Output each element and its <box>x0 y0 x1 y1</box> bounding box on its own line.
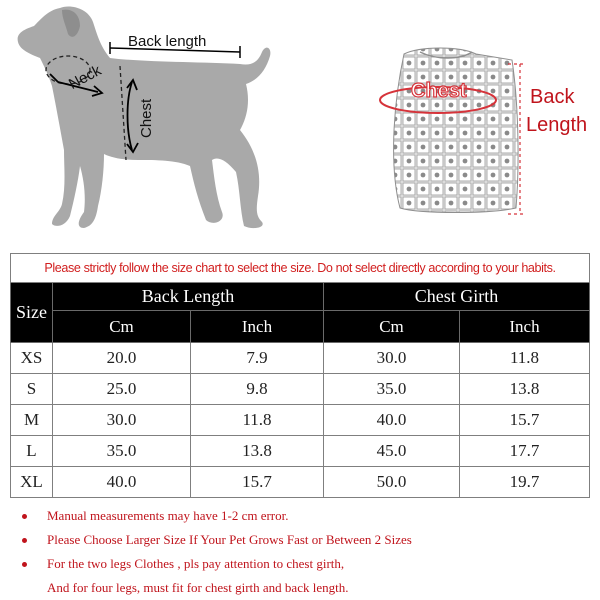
back-inch-cell: 9.8 <box>191 374 324 405</box>
back-inch-cell: 15.7 <box>191 467 324 498</box>
table-row <box>11 467 590 498</box>
bullet-icon <box>22 562 27 567</box>
list-item <box>22 504 592 528</box>
size-cell: XS <box>11 343 53 374</box>
note-text: For the two legs Clothes , pls pay attention to chest girth, <box>47 556 345 571</box>
shirt-chest-label: Chest <box>411 80 467 102</box>
neck-label: Neck <box>66 61 105 94</box>
list-item <box>22 528 592 552</box>
list-item <box>22 552 592 576</box>
chest-inch-cell: 19.7 <box>460 467 590 498</box>
back-cm-cell: 35.0 <box>53 436 191 467</box>
note-text: Please Choose Larger Size If Your Pet Grows Fast or Between 2 Sizes <box>47 532 412 547</box>
size-cell: L <box>11 436 53 467</box>
shirt-length-label: Length <box>526 114 588 136</box>
size-cell: M <box>11 405 53 436</box>
chest-inch-cell: 11.8 <box>460 343 590 374</box>
back-inch-header: Inch <box>191 311 324 343</box>
back-cm-header: Cm <box>53 311 191 343</box>
notes-list <box>22 504 592 600</box>
chest-cm-cell: 35.0 <box>324 374 460 405</box>
bullet-icon <box>22 514 27 519</box>
chest-cm-cell: 45.0 <box>324 436 460 467</box>
back-inch-cell: 11.8 <box>191 405 324 436</box>
back-inch-cell: 13.8 <box>191 436 324 467</box>
chest-inch-cell: 15.7 <box>460 405 590 436</box>
bullet-icon <box>22 538 27 543</box>
shirt-back-label: Back <box>530 86 575 108</box>
back-inch-cell: 7.9 <box>191 343 324 374</box>
chest-label: Chest <box>138 98 155 138</box>
chest-cm-cell: 40.0 <box>324 405 460 436</box>
chest-cm-header: Cm <box>324 311 460 343</box>
back-cm-cell: 30.0 <box>53 405 191 436</box>
size-column-header: Size <box>11 283 53 343</box>
table-row <box>11 374 590 405</box>
chest-cm-cell: 30.0 <box>324 343 460 374</box>
table-row <box>11 343 590 374</box>
back-cm-cell: 20.0 <box>53 343 191 374</box>
note-text: Manual measurements may have 1-2 cm error. <box>47 508 289 523</box>
chest-inch-cell: 17.7 <box>460 436 590 467</box>
chest-inch-header: Inch <box>460 311 590 343</box>
chest-girth-header: Chest Girth <box>324 283 590 311</box>
dog-measurement-diagram <box>0 0 360 248</box>
list-item <box>22 576 592 600</box>
table-row <box>11 436 590 467</box>
chest-cm-cell: 50.0 <box>324 467 460 498</box>
size-chart-table <box>10 253 590 498</box>
chest-inch-cell: 13.8 <box>460 374 590 405</box>
size-cell: XL <box>11 467 53 498</box>
size-notice: Please strictly follow the size chart to select the size. Do not select directly according to your habits. <box>11 254 590 283</box>
back-cm-cell: 25.0 <box>53 374 191 405</box>
back-length-header: Back Length <box>53 283 324 311</box>
back-length-label: Back length <box>128 33 207 50</box>
table-row <box>11 405 590 436</box>
size-cell: S <box>11 374 53 405</box>
shirt-measurement-diagram <box>360 0 600 248</box>
back-cm-cell: 40.0 <box>53 467 191 498</box>
note-text: And for four legs, must fit for chest girth and back length. <box>47 580 349 595</box>
